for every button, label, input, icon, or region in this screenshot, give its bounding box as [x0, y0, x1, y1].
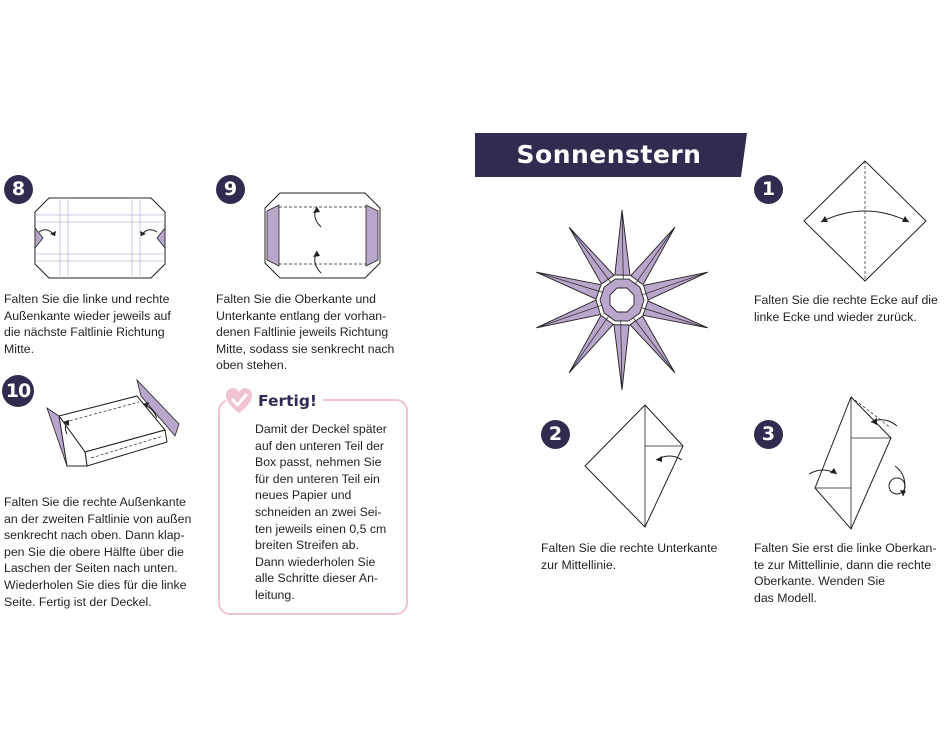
fertig-line: für den unteren Teil ein — [255, 471, 380, 486]
star-point — [536, 272, 601, 299]
fertig-line: breiten Streifen ab. — [255, 538, 359, 553]
star-crease — [640, 307, 708, 328]
step-8-line: Außenkante wieder jeweils auf — [4, 308, 171, 323]
star-center-hole — [610, 288, 634, 312]
step-10-diagram — [45, 380, 185, 475]
fertig-line: neues Papier und — [255, 488, 352, 503]
step-8-line: Falten Sie die linke und rechte — [4, 292, 170, 306]
step-3-text — [754, 540, 937, 606]
step-10-line: an der zweiten Faltlinie von außen — [4, 511, 192, 526]
star-point — [643, 301, 708, 328]
step-10-line: Laschen der Seiten nach unten. — [4, 561, 178, 576]
step-9-line: Unterkante entlang der vorhan- — [216, 308, 387, 323]
step-9-line: Mitte, sodass sie senkrecht nach — [216, 341, 395, 356]
step-2-diagram — [584, 404, 684, 528]
step-9-line: Falten Sie die Oberkante und — [216, 292, 376, 306]
step-1-text — [754, 292, 938, 325]
star-crease — [536, 272, 604, 293]
step-10-line: senkrecht nach oben. Dann klap- — [4, 528, 185, 543]
step-number-10: 10 — [2, 375, 34, 407]
star-crease — [569, 315, 610, 373]
step-3-line: Falten Sie erst die linke Oberkan- — [754, 541, 937, 555]
step-1-line: Falten Sie die rechte Ecke auf die — [754, 293, 938, 307]
page-title: Sonnenstern — [516, 140, 702, 169]
step-10-line: Seite. Fertig ist der Deckel. — [4, 594, 152, 609]
star-crease — [634, 227, 675, 285]
star-point — [569, 315, 613, 373]
fertig-line: Dann wiederholen Sie — [255, 554, 376, 569]
step-2-line: Falten Sie die rechte Unterkante — [541, 541, 718, 555]
fertig-line: leitung. — [255, 587, 295, 602]
star-crease — [632, 316, 675, 373]
step-8-line: Mitte. — [4, 341, 35, 356]
star-point — [644, 272, 708, 300]
star-point — [536, 300, 600, 328]
step-3-line: das Modell. — [754, 590, 817, 605]
step-9-diagram — [265, 193, 380, 278]
step-number-8: 8 — [4, 175, 33, 204]
step-9-text — [216, 291, 394, 374]
step-10-line: pen Sie die obere Hälfte über die — [4, 544, 184, 559]
fertig-line: Damit der Deckel später — [255, 422, 387, 436]
step-number-2: 2 — [541, 420, 570, 449]
fertig-line: auf den unteren Teil der — [255, 438, 384, 453]
step-10-text — [4, 494, 191, 610]
step-10-line: Wiederholen Sie dies für die linke — [4, 577, 187, 592]
star-point — [631, 227, 675, 285]
checkmark-heart-icon — [226, 388, 252, 414]
step-1-line: linke Ecke und wieder zurück. — [754, 309, 917, 324]
step-number-9: 9 — [216, 175, 245, 204]
fertig-line: Box passt, nehmen Sie — [255, 455, 382, 470]
sonnenstern-illustration — [532, 210, 712, 390]
fertig-header — [226, 388, 323, 414]
step-2-line: zur Mittellinie. — [541, 557, 617, 572]
step-8-text — [4, 291, 171, 357]
step-3-line: Oberkante. Wenden Sie — [754, 574, 886, 589]
step-2-text — [541, 540, 717, 573]
step-9-line: denen Faltlinie jeweils Richtung — [216, 325, 389, 340]
step-number-3: 3 — [754, 420, 783, 449]
step-3-diagram — [805, 396, 915, 531]
star-crease — [569, 227, 612, 284]
step-9-line: oben stehen. — [216, 358, 288, 373]
fertig-title: Fertig! — [258, 392, 318, 410]
step-8-diagram — [35, 198, 165, 278]
step-3-line: te zur Mittellinie, dann die rechte — [754, 557, 932, 572]
fertig-text — [255, 421, 387, 604]
fertig-line: ten jeweils einen 0,5 cm — [255, 521, 387, 536]
step-10-line: Falten Sie die rechte Außenkante — [4, 495, 186, 509]
step-1-diagram — [803, 160, 927, 282]
fertig-line: alle Schritte dieser An- — [255, 571, 379, 586]
fertig-line: schneiden an zwei Sei- — [255, 504, 382, 519]
step-8-line: die nächste Faltlinie Richtung — [4, 325, 165, 340]
step-number-1: 1 — [754, 175, 783, 204]
